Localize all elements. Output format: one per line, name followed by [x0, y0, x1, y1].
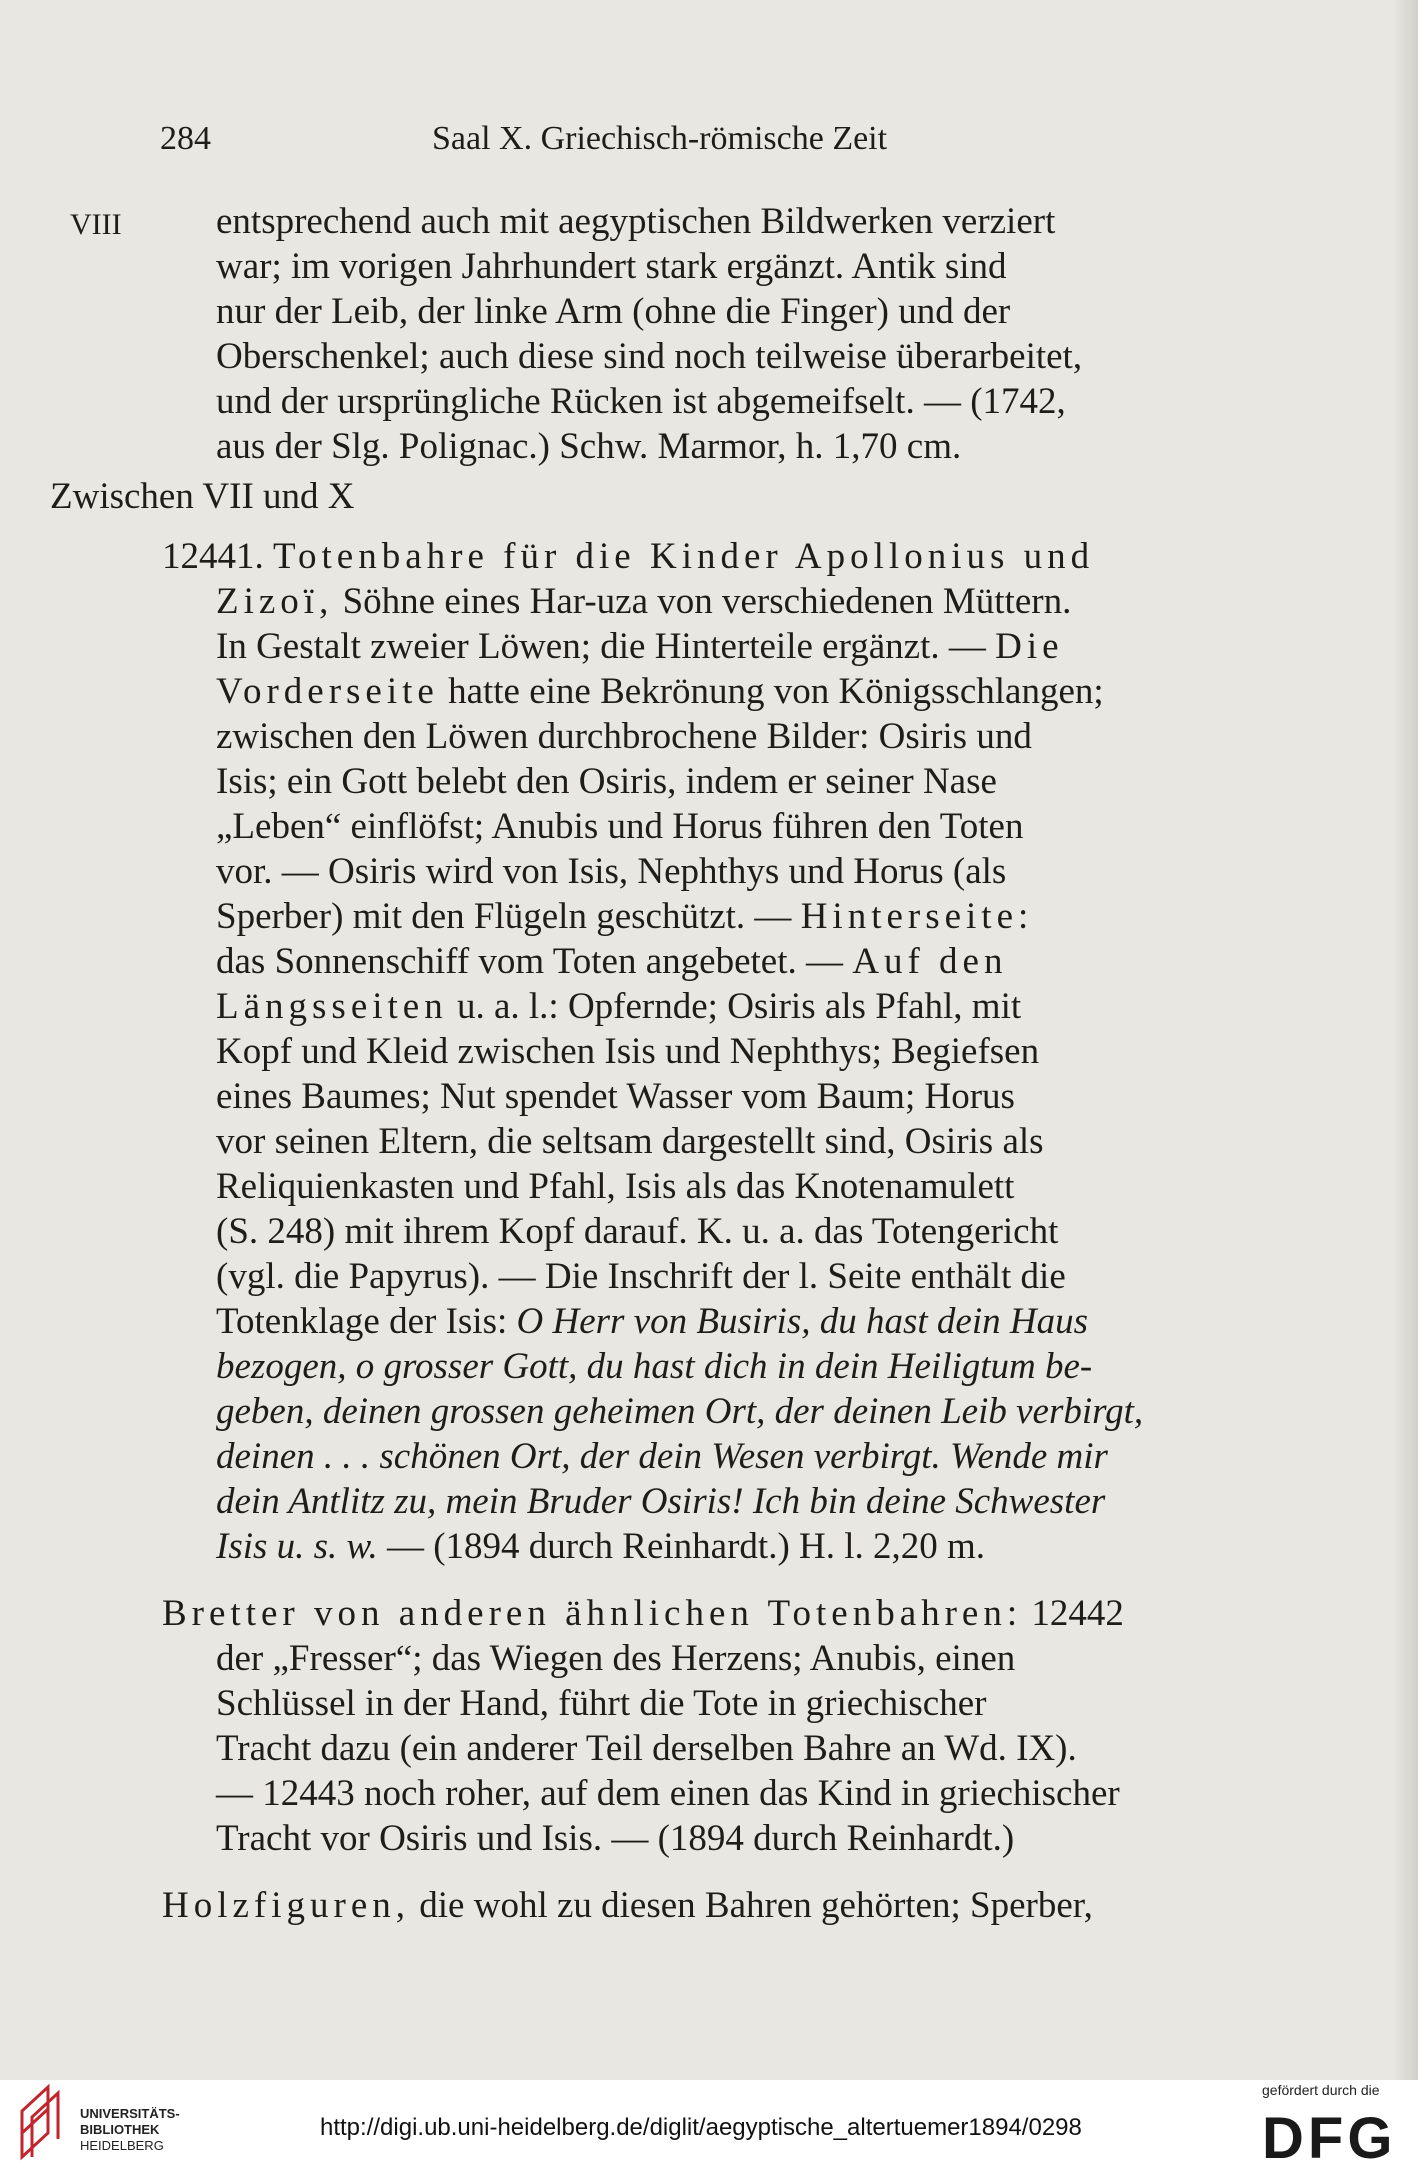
entry-number: 12441. — [162, 536, 264, 577]
text-line: und der ursprüngliche Rücken ist abgemeifselt. — (1742, — [216, 381, 1066, 422]
text-line: (vgl. die Papyrus). — Die Inschrift der l. Seite enthält die — [216, 1256, 1066, 1297]
italic-line: deinen . . . schönen Ort, der dein Wesen verbirgt. Wende mir — [216, 1436, 1108, 1477]
text-line: vor. — Osiris wird von Isis, Nephthys und Horus (als — [216, 851, 1007, 892]
dfg-logo: DFG — [1262, 2106, 1397, 2171]
text-line — [216, 625, 1064, 669]
library-line: BIBLIOTHEK — [80, 2122, 160, 2137]
entry-12441-title-line — [162, 535, 1094, 579]
page-edge-shadow — [1392, 0, 1418, 2080]
funding-note: gefördert durch die — [1262, 2082, 1380, 2098]
text-line — [216, 670, 1104, 714]
spaced-heading: Holzfiguren, — [162, 1885, 411, 1926]
library-line: HEIDELBERG — [80, 2138, 164, 2153]
text-span: — (1894 durch Reinhardt.) H. l. 2,20 m. — [377, 1526, 986, 1567]
text-line: der „Fresser“; das Wiegen des Herzens; Anubis, einen — [216, 1638, 1016, 1679]
text-line: Reliquienkasten und Pfahl, Isis als das Knotenamulett — [216, 1166, 1015, 1207]
running-title: Saal X. Griechisch-römische Zeit — [432, 120, 888, 157]
italic-quote: Isis u. s. w. — [216, 1526, 378, 1567]
section-heading: Zwischen VII und X — [50, 476, 355, 517]
text-line: war; im vorigen Jahrhundert stark ergänzt. Antik sind — [216, 246, 1007, 287]
text-span: 12442 — [1022, 1593, 1124, 1634]
text-line: Kopf und Kleid zwischen Isis und Nephthys; Begiefsen — [216, 1031, 1040, 1072]
margin-label: VIII — [70, 208, 122, 241]
text-line: — 12443 noch roher, auf dem einen das Kind in griechischer — [216, 1773, 1120, 1814]
text-line: entsprechend auch mit aegyptischen Bildwerken verziert — [216, 201, 1056, 242]
text-line — [216, 985, 1021, 1029]
text-line: „Leben“ einflöfst; Anubis und Horus führen den Toten — [216, 806, 1024, 847]
spaced-word: Auf den — [852, 941, 1008, 982]
text-span: hatte eine Bekrönung von Königsschlangen; — [438, 671, 1104, 712]
text-line: (S. 248) mit ihrem Kopf darauf. K. u. a. das Totengericht — [216, 1211, 1059, 1252]
spaced-heading: Bretter von anderen ähnlichen Totenbahren: — [162, 1593, 1023, 1634]
text-line: Tracht dazu (ein anderer Teil derselben Bahre an Wd. IX). — [216, 1728, 1077, 1769]
text-span: die wohl zu diesen Bahren gehörten; Sperber, — [410, 1885, 1093, 1926]
text-line — [162, 1884, 1093, 1928]
text-span: Söhne eines Har-uza von verschiedenen Müttern. — [333, 581, 1072, 622]
text-line: Oberschenkel; auch diese sind noch teilweise überarbeitet, — [216, 336, 1083, 377]
text-line — [216, 1300, 1088, 1344]
text-line — [216, 580, 1071, 624]
text-line — [216, 940, 1007, 984]
text-line: Tracht vor Osiris und Isis. — (1894 durch Reinhardt.) — [216, 1818, 1015, 1859]
text-line: zwischen den Löwen durchbrochene Bilder: Osiris und — [216, 716, 1032, 757]
spaced-word: Längsseiten — [216, 986, 448, 1027]
text-line — [162, 1592, 1124, 1636]
university-library-logo-icon — [18, 2083, 66, 2161]
text-span: Sperber) mit den Flügeln geschützt. — — [216, 896, 792, 937]
source-url[interactable]: http://digi.ub.uni-heidelberg.de/diglit/aegyptische_altertuemer1894/0298 — [320, 2114, 1082, 2141]
library-name — [80, 2106, 180, 2154]
text-line — [216, 895, 1033, 939]
text-line: Schlüssel in der Hand, führt die Tote in griechischer — [216, 1683, 987, 1724]
italic-line: geben, deinen grossen geheimen Ort, der deinen Leib verbirgt, — [216, 1391, 1144, 1432]
text-line: vor seinen Eltern, die seltsam dargestellt sind, Osiris als — [216, 1121, 1044, 1162]
italic-quote: O Herr von Busiris, du hast dein Haus — [516, 1301, 1088, 1342]
text-span: In Gestalt zweier Löwen; die Hinterteile ergänzt. — — [216, 626, 986, 667]
text-line: aus der Slg. Polignac.) Schw. Marmor, h. 1,70 cm. — [216, 426, 962, 467]
entry-title: Totenbahre für die Kinder Apollonius und — [273, 536, 1095, 577]
library-line: UNIVERSITÄTS- — [80, 2106, 180, 2121]
page-number: 284 — [160, 120, 211, 157]
text-line: eines Baumes; Nut spendet Wasser vom Baum; Horus — [216, 1076, 1015, 1117]
text-line: nur der Leib, der linke Arm (ohne die Finger) und der — [216, 291, 1011, 332]
spaced-word: Hinterseite: — [800, 896, 1034, 937]
text-span: u. a. l.: Opfernde; Osiris als Pfahl, mit — [447, 986, 1022, 1027]
spaced-word: Zizoï, — [216, 581, 334, 622]
text-line: Isis; ein Gott belebt den Osiris, indem er seiner Nase — [216, 761, 997, 802]
text-span: das Sonnenschiff vom Toten angebetet. — — [216, 941, 843, 982]
italic-line: dein Antlitz zu, mein Bruder Osiris! Ich bin deine Schwester — [216, 1481, 1106, 1522]
italic-line: bezogen, o grosser Gott, du hast dich in dein Heiligtum be- — [216, 1346, 1093, 1387]
text-span: Totenklage der Isis: — [216, 1301, 517, 1342]
spaced-word: Die — [995, 626, 1064, 667]
spaced-word: Vorderseite — [216, 671, 439, 712]
text-line — [216, 1525, 985, 1569]
